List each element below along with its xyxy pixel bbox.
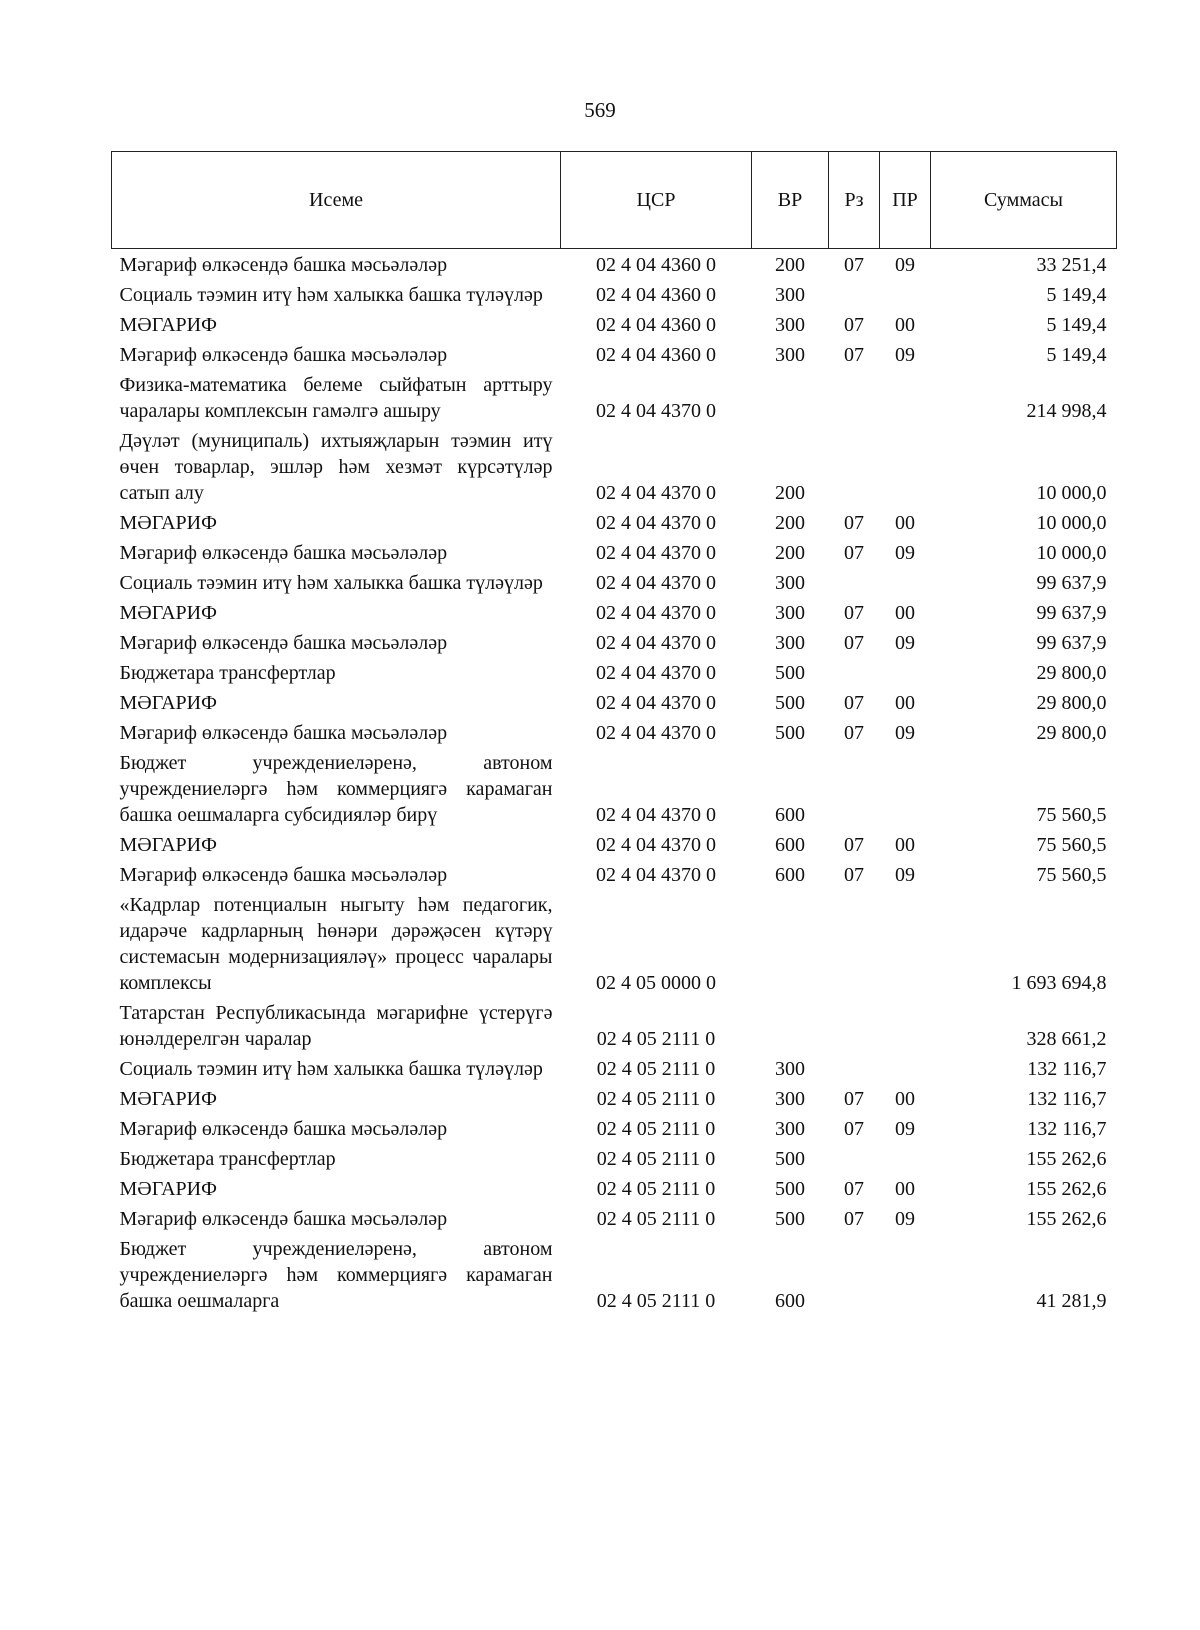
cell-vr: 300	[775, 572, 805, 594]
cell-csr: 02 4 05 2111 0	[596, 1148, 716, 1170]
cell-name: МӘГАРИФ	[119, 1088, 217, 1110]
table-row	[112, 1144, 1117, 1174]
table-row	[112, 1174, 1117, 1204]
cell-pr: 09	[895, 542, 915, 564]
cell-rz: 07	[844, 632, 864, 654]
table-row	[112, 568, 1117, 598]
cell-pr: 00	[895, 602, 915, 624]
cell-vr: 500	[775, 662, 805, 684]
table-row	[112, 890, 1117, 998]
cell-csr: 02 4 04 4370 0	[596, 400, 716, 422]
cell-name: Мәгариф өлкәсендә башка мәсьәләләр	[119, 722, 448, 744]
cell-csr: 02 4 04 4360 0	[596, 314, 716, 336]
cell-rz	[829, 1234, 880, 1316]
cell-pr: 09	[895, 722, 915, 744]
cell-rz	[829, 658, 880, 688]
cell-sum: 41 281,9	[1036, 1290, 1107, 1312]
cell-vr	[752, 370, 829, 426]
cell-pr	[880, 568, 931, 598]
cell-vr: 300	[775, 1058, 805, 1080]
cell-csr: 02 4 04 4370 0	[596, 602, 716, 624]
cell-sum: 10 000,0	[1036, 482, 1107, 504]
cell-rz	[829, 748, 880, 830]
cell-pr: 09	[895, 344, 915, 366]
cell-name: Бюджетара трансфертлар	[119, 1148, 336, 1170]
cell-name: Мәгариф өлкәсендә башка мәсьәләләр	[119, 542, 448, 564]
table-row	[112, 628, 1117, 658]
cell-rz: 07	[844, 344, 864, 366]
cell-name: Бюджет учреждениеләренә, автоном учреждениеләргә һәм коммерциягә карамаган башка оешмаларга субсидияләр бирү	[119, 752, 553, 826]
table-row	[112, 1114, 1117, 1144]
cell-name: МӘГАРИФ	[119, 834, 217, 856]
cell-vr: 200	[775, 254, 805, 276]
cell-csr: 02 4 04 4370 0	[596, 482, 716, 504]
cell-rz: 07	[844, 1118, 864, 1140]
cell-pr	[880, 280, 931, 310]
cell-sum: 155 262,6	[1026, 1208, 1107, 1230]
cell-sum: 99 637,9	[1036, 572, 1107, 594]
header-vr: ВР	[752, 152, 829, 249]
cell-name: Мәгариф өлкәсендә башка мәсьәләләр	[119, 254, 448, 276]
table-row	[112, 280, 1117, 310]
table-row	[112, 718, 1117, 748]
cell-sum: 1 693 694,8	[1011, 972, 1107, 994]
cell-vr: 500	[775, 1178, 805, 1200]
cell-pr	[880, 1054, 931, 1084]
cell-pr	[880, 658, 931, 688]
header-pr: ПР	[880, 152, 931, 249]
cell-csr: 02 4 05 2111 0	[596, 1058, 716, 1080]
header-csr: ЦСР	[561, 152, 752, 249]
cell-vr	[752, 890, 829, 998]
table-row	[112, 340, 1117, 370]
cell-csr: 02 4 04 4370 0	[596, 512, 716, 534]
cell-pr	[880, 370, 931, 426]
cell-vr: 600	[775, 804, 805, 826]
cell-csr: 02 4 04 4360 0	[596, 254, 716, 276]
cell-sum: 33 251,4	[1036, 254, 1107, 276]
table-header	[112, 152, 1117, 249]
cell-vr: 300	[775, 344, 805, 366]
cell-sum: 10 000,0	[1036, 542, 1107, 564]
cell-sum: 5 149,4	[1046, 284, 1107, 306]
cell-vr: 300	[775, 632, 805, 654]
cell-rz: 07	[844, 1178, 864, 1200]
cell-vr: 600	[775, 864, 805, 886]
cell-name: Мәгариф өлкәсендә башка мәсьәләләр	[119, 1208, 448, 1230]
cell-rz	[829, 568, 880, 598]
cell-csr: 02 4 05 2111 0	[596, 1290, 716, 1312]
cell-rz: 07	[844, 512, 864, 534]
cell-rz: 07	[844, 1088, 864, 1110]
cell-rz	[829, 1144, 880, 1174]
cell-name: Социаль тәэмин итү һәм халыкка башка түләүләр	[119, 572, 543, 594]
header-row	[112, 152, 1117, 249]
table-row	[112, 1084, 1117, 1114]
cell-csr: 02 4 04 4370 0	[596, 632, 716, 654]
cell-pr	[880, 1144, 931, 1174]
cell-vr: 200	[775, 542, 805, 564]
cell-sum: 99 637,9	[1036, 632, 1107, 654]
cell-pr: 00	[895, 512, 915, 534]
cell-csr: 02 4 04 4370 0	[596, 662, 716, 684]
cell-pr: 09	[895, 632, 915, 654]
cell-vr: 300	[775, 1088, 805, 1110]
cell-pr	[880, 426, 931, 508]
cell-rz	[829, 426, 880, 508]
cell-rz: 07	[844, 314, 864, 336]
cell-sum: 29 800,0	[1036, 662, 1107, 684]
cell-name: Мәгариф өлкәсендә башка мәсьәләләр	[119, 344, 448, 366]
cell-rz	[829, 890, 880, 998]
cell-pr	[880, 748, 931, 830]
cell-csr: 02 4 05 0000 0	[596, 972, 716, 994]
cell-vr: 500	[775, 1208, 805, 1230]
cell-sum: 155 262,6	[1026, 1178, 1107, 1200]
cell-rz: 07	[844, 692, 864, 714]
table-body	[112, 249, 1117, 1317]
cell-name: Дәүләт (муниципаль) ихтыяҗларын тәэмин итү өчен товарлар, эшләр һәм хезмәт күрсәтүләр сатып алу	[119, 430, 553, 504]
cell-sum: 214 998,4	[1026, 400, 1107, 422]
cell-vr: 500	[775, 722, 805, 744]
cell-vr: 500	[775, 692, 805, 714]
cell-rz	[829, 1054, 880, 1084]
cell-name: Мәгариф өлкәсендә башка мәсьәләләр	[119, 632, 448, 654]
cell-csr: 02 4 04 4370 0	[596, 542, 716, 564]
table-row	[112, 426, 1117, 508]
cell-csr: 02 4 04 4370 0	[596, 864, 716, 886]
table-row	[112, 310, 1117, 340]
cell-pr: 09	[895, 254, 915, 276]
cell-sum: 29 800,0	[1036, 722, 1107, 744]
table-row	[112, 998, 1117, 1054]
cell-sum: 132 116,7	[1027, 1118, 1107, 1140]
cell-name: МӘГАРИФ	[119, 314, 217, 336]
cell-name: МӘГАРИФ	[119, 1178, 217, 1200]
cell-rz: 07	[844, 834, 864, 856]
cell-sum: 132 116,7	[1027, 1058, 1107, 1080]
cell-sum: 75 560,5	[1036, 804, 1107, 826]
cell-name: Мәгариф өлкәсендә башка мәсьәләләр	[119, 864, 448, 886]
table-row	[112, 370, 1117, 426]
cell-vr: 500	[775, 1148, 805, 1170]
cell-pr: 09	[895, 1118, 915, 1140]
cell-sum: 75 560,5	[1036, 864, 1107, 886]
cell-sum: 5 149,4	[1046, 314, 1107, 336]
cell-rz	[829, 998, 880, 1054]
cell-rz: 07	[844, 602, 864, 624]
cell-sum: 99 637,9	[1036, 602, 1107, 624]
cell-sum: 155 262,6	[1026, 1148, 1107, 1170]
table-row	[112, 538, 1117, 568]
cell-sum: 132 116,7	[1027, 1088, 1107, 1110]
cell-csr: 02 4 04 4370 0	[596, 804, 716, 826]
cell-name: Социаль тәэмин итү һәм халыкка башка түләүләр	[119, 284, 543, 306]
cell-rz: 07	[844, 1208, 864, 1230]
cell-vr: 200	[775, 512, 805, 534]
table-row	[112, 1054, 1117, 1084]
cell-pr: 00	[895, 692, 915, 714]
cell-csr: 02 4 04 4370 0	[596, 834, 716, 856]
cell-name: Бюджетара трансфертлар	[119, 662, 336, 684]
table-row	[112, 748, 1117, 830]
cell-pr	[880, 1234, 931, 1316]
table-row	[112, 249, 1117, 281]
cell-name: Мәгариф өлкәсендә башка мәсьәләләр	[119, 1118, 448, 1140]
cell-csr: 02 4 05 2111 0	[596, 1088, 716, 1110]
cell-csr: 02 4 04 4360 0	[596, 284, 716, 306]
cell-sum: 328 661,2	[1026, 1028, 1107, 1050]
cell-sum: 10 000,0	[1036, 512, 1107, 534]
cell-vr: 600	[775, 1290, 805, 1312]
cell-name: «Кадрлар потенциалын ныгыту һәм педагогик, идарәче кадрларның һөнәри дәрәҗәсен күтәрү системасын модернизацияләү» процесс чаралары комплексы	[119, 894, 553, 994]
cell-name: МӘГАРИФ	[119, 602, 217, 624]
header-rz: Рз	[829, 152, 880, 249]
table-row	[112, 1204, 1117, 1234]
cell-pr	[880, 998, 931, 1054]
cell-csr: 02 4 04 4370 0	[596, 692, 716, 714]
cell-vr	[752, 998, 829, 1054]
cell-rz: 07	[844, 542, 864, 564]
cell-pr	[880, 890, 931, 998]
table-row	[112, 1234, 1117, 1316]
cell-name: Бюджет учреждениеләренә, автоном учреждениеләргә һәм коммерциягә карамаган башка оешмаларга	[119, 1238, 553, 1312]
header-sum: Суммасы	[931, 152, 1117, 249]
cell-vr: 300	[775, 284, 805, 306]
cell-name: Татарстан Республикасында мәгарифне үстерүгә юнәлдерелгән чаралар	[119, 1002, 553, 1050]
header-name: Исеме	[112, 152, 561, 249]
cell-sum: 5 149,4	[1046, 344, 1107, 366]
cell-pr: 09	[895, 864, 915, 886]
cell-vr: 300	[775, 602, 805, 624]
cell-pr: 00	[895, 834, 915, 856]
cell-rz	[829, 280, 880, 310]
cell-rz: 07	[844, 864, 864, 886]
budget-table	[111, 151, 1117, 1316]
table-row	[112, 598, 1117, 628]
cell-vr: 600	[775, 834, 805, 856]
table-row	[112, 658, 1117, 688]
cell-csr: 02 4 04 4370 0	[596, 722, 716, 744]
table-row	[112, 688, 1117, 718]
cell-vr: 300	[775, 1118, 805, 1140]
cell-pr: 00	[895, 1178, 915, 1200]
cell-csr: 02 4 04 4370 0	[596, 572, 716, 594]
cell-rz: 07	[844, 722, 864, 744]
cell-name: МӘГАРИФ	[119, 512, 217, 534]
table-row	[112, 830, 1117, 860]
cell-csr: 02 4 04 4360 0	[596, 344, 716, 366]
table-row	[112, 860, 1117, 890]
cell-pr: 00	[895, 314, 915, 336]
cell-vr: 200	[775, 482, 805, 504]
cell-vr: 300	[775, 314, 805, 336]
cell-pr: 00	[895, 1088, 915, 1110]
cell-pr: 09	[895, 1208, 915, 1230]
cell-sum: 29 800,0	[1036, 692, 1107, 714]
cell-rz	[829, 370, 880, 426]
cell-name: Физика-математика белеме сыйфатын арттыру чаралары комплексын гамәлгә ашыру	[119, 374, 553, 422]
cell-csr: 02 4 05 2111 0	[596, 1028, 716, 1050]
cell-sum: 75 560,5	[1036, 834, 1107, 856]
cell-csr: 02 4 05 2111 0	[596, 1118, 716, 1140]
cell-csr: 02 4 05 2111 0	[596, 1178, 716, 1200]
table-row	[112, 508, 1117, 538]
cell-rz: 07	[844, 254, 864, 276]
cell-name: МӘГАРИФ	[119, 692, 217, 714]
cell-name: Социаль тәэмин итү һәм халыкка башка түләүләр	[119, 1058, 543, 1080]
page-number: 569	[584, 98, 616, 122]
cell-csr: 02 4 05 2111 0	[596, 1208, 716, 1230]
